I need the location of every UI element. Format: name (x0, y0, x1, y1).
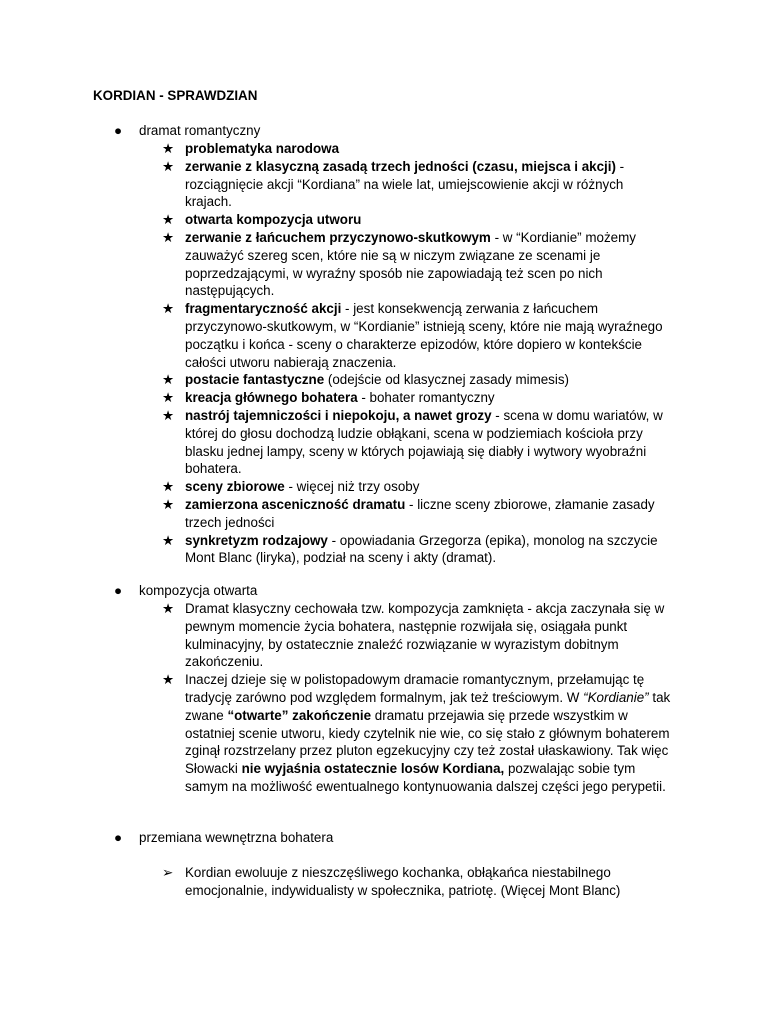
item-paragraph: Dramat klasyczny cechowała tzw. kompozycja zamknięta - akcja zaczynała się w pewnym momencie życia bohatera, następnie rozwijała się, osiągała punkt kulminacyjny, by ostatecznie znaleźć rozwiązanie w wyrazistym dobitnym zakończeniu. (185, 601, 665, 670)
item-text: tak zwane (185, 689, 671, 723)
section-heading-row (0, 122, 768, 140)
section-przemiana-bohatera (0, 829, 768, 900)
star-icon: ★ (162, 229, 175, 245)
item-description: (odejście od klasycznej zasady mimesis) (324, 372, 570, 388)
item-term: postacie fantastyczne (185, 372, 325, 388)
bullet-icon: ● (114, 830, 123, 845)
item-text: pozwalając sobie tym samym na możliwość ewentualnego kontynuowania dalszej części jego perypetii. (185, 761, 666, 794)
item-term: synkretyzm rodzajowy (185, 532, 328, 548)
bullet-icon: ● (114, 123, 123, 138)
item-term: zerwanie z klasyczną zasadą trzech jedności (czasu, miejsca i akcji) (185, 158, 616, 174)
list-item (0, 229, 673, 300)
sub-list (0, 140, 768, 567)
item-term: sceny zbiorowe (185, 479, 285, 495)
item-term: zerwanie z łańcuchem przyczynowo-skutkowym (185, 229, 491, 245)
item-paragraph: Kordian ewoluuje z nieszczęśliwego kochanka, obłąkańca niestabilnego emocjonalnie, indywidualisty w społecznika, patriotę. (Więcej Mont Blanc) (185, 865, 621, 898)
list-item (0, 496, 673, 532)
list-item (0, 158, 673, 211)
item-text: dramatu przejawia się przede wszystkim w ostatniej scenie utworu, kiedy czytelnik nie wie, co się stało z głównym bohaterem zginął rozstrzelany przez pluton egzekucyjny czy też został ułaskawiony. Tak więc Słowacki (185, 707, 670, 777)
star-icon: ★ (162, 496, 175, 512)
section-dramat-romantyczny (0, 122, 768, 567)
star-icon: ★ (162, 601, 175, 616)
list-item (0, 389, 673, 407)
star-icon: ★ (162, 390, 175, 406)
item-term: fragmentaryczność akcji (185, 301, 342, 317)
list-item (0, 407, 673, 478)
section-heading: przemiana wewnętrzna bohatera (139, 830, 334, 845)
item-description: - w “Kordianie” możemy zauważyć szereg scen, które nie są w niczym związane ze scenami je poprzedzającymi, w wyraźny sposób nie zapowiadają też scen po nich następujących. (185, 229, 636, 299)
list-item (0, 478, 673, 496)
list-item (0, 371, 673, 389)
sub-list (0, 864, 768, 900)
item-bold-phrase: “otwarte” zakończenie (227, 707, 372, 723)
item-term: zamierzona asceniczność dramatu (185, 496, 406, 512)
star-icon: ★ (162, 532, 175, 548)
list-item (0, 671, 673, 796)
sub-list (0, 600, 768, 796)
document-title: KORDIAN - SPRAWDZIAN (93, 88, 258, 103)
item-description: - rozciągnięcie akcji “Kordiana” na wiele lat, umiejscowienie akcji w różnych krajach. (185, 158, 625, 210)
section-heading: dramat romantyczny (139, 123, 261, 138)
item-term: otwarta kompozycja utworu (185, 212, 362, 228)
item-term: nastrój tajemniczości i niepokoju, a nawet grozy (185, 407, 492, 423)
arrow-icon: ➢ (162, 865, 174, 880)
item-bold-phrase: nie wyjaśnia ostatecznie losów Kordiana, (241, 761, 505, 777)
star-icon: ★ (162, 672, 175, 688)
star-icon: ★ (162, 301, 175, 317)
star-icon: ★ (162, 212, 175, 228)
section-heading: kompozycja otwarta (139, 583, 258, 598)
item-italic-title: “Kordianie” (583, 689, 649, 705)
item-term: problematyka narodowa (185, 141, 340, 156)
list-item (0, 864, 673, 900)
section-heading-row (0, 829, 768, 847)
item-description: - scena w domu wariatów, w której do głosu dochodzą ludzie obłąkani, scena w podziemiach kościoła przy blasku jednej lampy, sceny w których pojawiają się diabły i wytwory wyobraźni bohatera. (185, 407, 663, 477)
item-description: - liczne sceny zbiorowe, złamanie zasady trzech jedności (185, 496, 655, 530)
item-description: - jest konsekwencją zerwania z łańcuchem przyczynowo-skutkowym, w “Kordianie” istnieją sceny, które nie mają wyraźnego początku i końca - sceny o charakterze epizodów, które dopiero w kontekście całości utworu nabierają znaczenia. (185, 301, 663, 370)
star-icon: ★ (162, 372, 175, 388)
list-item (0, 211, 673, 229)
item-description: - więcej niż trzy osoby (284, 479, 420, 495)
star-icon: ★ (162, 141, 175, 156)
item-description: - bohater romantyczny (357, 390, 495, 406)
item-text: Inaczej dzieje się w polistopadowym dramacie romantycznym, przełamując tę tradycję zarówno pod względem formalnym, jak też treściowym. W (185, 672, 645, 705)
star-icon: ★ (162, 407, 175, 423)
star-icon: ★ (162, 479, 175, 495)
item-term: kreacja głównego bohatera (185, 390, 358, 406)
list-item (0, 600, 673, 671)
list-item (0, 140, 673, 158)
section-heading-row (0, 582, 768, 600)
list-item (0, 300, 673, 371)
item-description: - opowiadania Grzegorza (epika), monolog na szczycie Mont Blanc (liryka), podział na sceny i akty (dramat). (185, 532, 658, 566)
section-kompozycja-otwarta (0, 582, 768, 796)
bullet-icon: ● (114, 583, 123, 598)
star-icon: ★ (162, 158, 175, 174)
list-item (0, 532, 673, 568)
